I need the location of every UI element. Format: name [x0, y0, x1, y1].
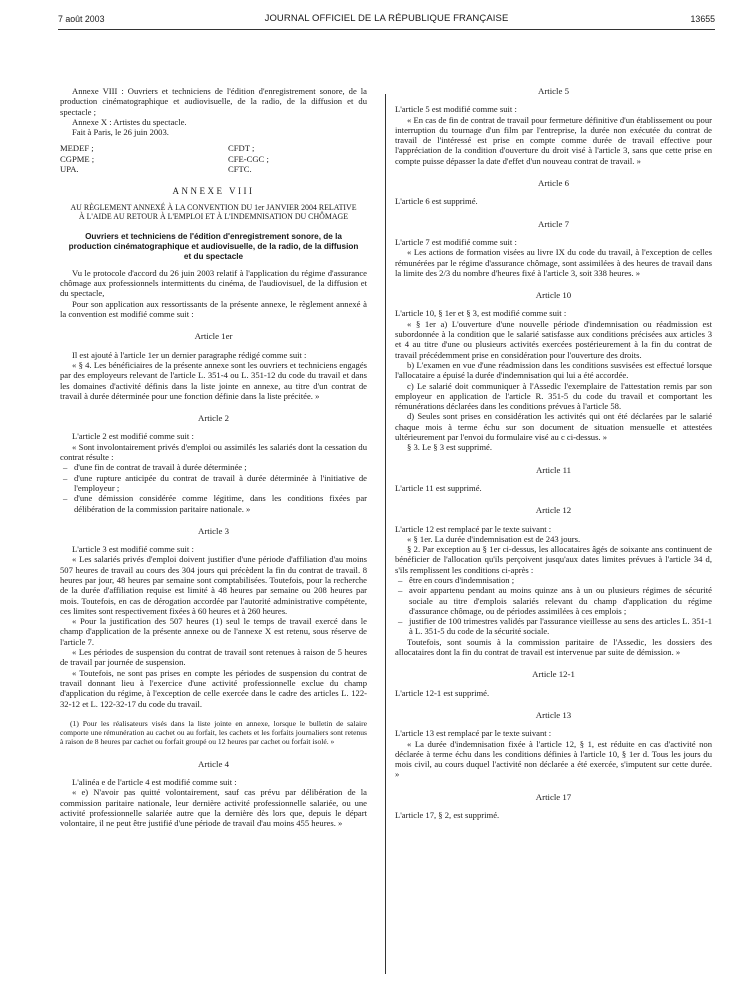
- left-column: [60, 86, 367, 829]
- paragraph: Toutefois, sont soumis à la commission paritaire de l'Assedic, les dossiers des allocataires dont la fin du contrat de travail est intervenue par suite de démission. »: [395, 636, 712, 658]
- column-divider: [385, 94, 386, 974]
- paragraph: L'article 7 est modifié comme suit :: [395, 236, 517, 247]
- annexe-title: ANNEXE VIII: [172, 186, 255, 197]
- paragraph: § 2. Par exception au § 1er ci-dessus, les allocataires âgés de soixante ans continuent de bénéficier de l'allocation qu'ils perçoivent jusqu'aux dates limites prévues à l'article 34 d, s'ils remplissent les conditions ci-après :: [395, 544, 712, 575]
- signatory: CFTC.: [228, 164, 252, 175]
- paragraph: L'article 11 est supprimé.: [395, 482, 482, 493]
- list-item: – d'une rupture anticipée du contrat de travail à durée déterminée à l'initiative de l'employeur ;: [60, 473, 367, 494]
- paragraph: L'article 17, § 2, est supprimé.: [395, 810, 500, 821]
- list-item: – d'une démission considérée comme légitime, dans les conditions fixées par délibération de la commission paritaire nationale. »: [60, 493, 367, 514]
- signatory: UPA.: [60, 164, 79, 175]
- signatory: CFDT ;: [228, 143, 255, 154]
- journal-title: JOURNAL OFFICIEL DE LA RÉPUBLIQUE FRANÇAISE: [264, 13, 509, 24]
- paragraph: L'article 5 est modifié comme suit :: [395, 104, 517, 115]
- paragraph: § 3. Le § 3 est supprimé.: [407, 442, 492, 453]
- paragraph: « § 4. Les bénéficiaires de la présente annexe sont les ouvriers et techniciens engagés par des employeurs relevant de l'article L. 351-4 ou L. 351-12 du code du travail et dans les domaines d'activité définis dans la liste jointe en annexe, au titre d'un contrat de travail à durée déterminée pour une fonction définie dans la liste précitée. »: [60, 359, 367, 401]
- list-item: – d'une fin de contrat de travail à durée déterminée ;: [60, 462, 367, 472]
- paragraph: « Sont involontairement privés d'emploi ou assimilés les salariés dont la cessation du contrat résulte :: [60, 441, 367, 463]
- article-heading: Article 12-1: [532, 669, 575, 680]
- intro-line: Fait à Paris, le 26 juin 2003.: [72, 127, 169, 138]
- paragraph: « § 1er. La durée d'indemnisation est de 243 jours.: [407, 533, 581, 544]
- page-header: [58, 12, 715, 28]
- paragraph: b) L'examen en vue d'une réadmission dans les conditions susvisées est effectué lorsque l'allocataire a épuisé la durée d'indemnisation qui lui a été accordée.: [395, 359, 712, 381]
- right-column: [395, 86, 712, 820]
- annexe-scope-title: Ouvriers et techniciens de l'édition d'enregistrement sonore, de la production cinématographique et audiovisuelle, de la radio, de la diffusion et du spectacle: [68, 231, 359, 261]
- header-rule: [58, 29, 715, 30]
- paragraph: « Les salariés privés d'emploi doivent justifier d'une période d'affiliation d'au moins 507 heures de travail au cours des 304 jours qui précèdent la fin du contrat de travail. 8 heures par jour, 48 heures par semaine sont comptabilisées. Toutefois, pour la recherche de la durée d'affiliation requise est limité à 48 heures par semaine ou 208 heures par mois. Toutefois, en cas de dérogation accordée par l'autorité administrative compétente, ces limites sont respectivement fixées à 60 heures et à 260 heures.: [60, 554, 367, 616]
- paragraph: « Pour la justification des 507 heures (1) seul le temps de travail exercé dans le champ d'application de la présente annexe ou de l'annexe X est retenu, sous réserve de l'article 7.: [60, 616, 367, 647]
- paragraph: « Les périodes de suspension du contrat de travail sont retenues à raison de 5 heures de travail par journée de suspension.: [60, 647, 367, 668]
- article-heading: Article 5: [537, 86, 570, 96]
- intro-line: Annexe X : Artistes du spectacle.: [72, 116, 187, 127]
- paragraph: L'article 2 est modifié comme suit :: [72, 431, 194, 442]
- footnote: [60, 719, 367, 747]
- paragraph: L'article 12-1 est supprimé.: [395, 687, 490, 698]
- article-heading: Article 11: [535, 464, 572, 475]
- list-item: – avoir appartenu pendant au moins quinze ans à un ou plusieurs régimes de sécurité sociale au titre d'emplois salariés relevant du champ d'application du régime d'assurance chômage, ou de périodes assimilées à ces emplois ;: [395, 585, 712, 616]
- footnote-text: (1) Pour les réalisateurs visés dans la liste jointe en annexe, lorsque le bulletin de salaire comporte une rémunération au cachet ou au forfait, les cachets et les forfaits journaliers sont retenus à raison de 8 heures par cachet ou forfait groupé ou 12 heures par cachet ou forfait isolé. »: [60, 718, 367, 747]
- dash-list: [395, 575, 712, 637]
- paragraph: « Les actions de formation visées au livre IX du code du travail, à l'exception de celles rémunérées par le régime d'assurance chômage, sont assimilées à des heures de travail dans la limite des 2/3 du nombre d'heures fixé à l'article 3, soit 338 heures. »: [395, 247, 712, 278]
- dash-list: [60, 462, 367, 513]
- paragraph: L'article 3 est modifié comme suit :: [72, 544, 194, 555]
- article-heading: Article 4: [197, 758, 230, 769]
- signatory: MEDEF ;: [60, 143, 94, 154]
- article-heading: Article 17: [535, 791, 572, 802]
- paragraph: d) Seules sont prises en considération les activités qui ont été déclarées par le salarié chaque mois à terme échu sur son document de situation mensuelle et attestées ultérieurement par l'envoi du formulaire visé au c ci-dessus. »: [395, 411, 712, 443]
- paragraph: « La durée d'indemnisation fixée à l'article 12, § 1, est réduite en cas d'activité non déclarée à terme échu dans les conditions définies à l'article 10, § 1er d. Tous les jours du mois civil, au cours duquel l'activité non déclarée a été exercée, s'imputent sur cette durée. »: [395, 738, 712, 780]
- page-number: 13655: [690, 14, 715, 24]
- paragraph: Vu le protocole d'accord du 26 juin 2003 relatif à l'application du régime d'assurance chômage aux professionnels intermittents du cinéma, de l'audiovisuel, de la diffusion et du spectacle,: [60, 267, 367, 299]
- signatory: CGPME ;: [60, 153, 95, 164]
- paragraph: Il est ajouté à l'article 1er un dernier paragraphe rédigé comme suit :: [72, 349, 307, 360]
- article-heading: Article 7: [537, 218, 570, 229]
- paragraph: « e) N'avoir pas quitté volontairement, sauf cas prévu par délibération de la commission paritaire nationale, leur dernière activité professionnelle salariée, ou une activité professionnelle salariée autre que la dernière dès lors que, depuis le départ volontaire, il ne peut être justifié d'une période de travail d'au moins 455 heures. »: [60, 787, 367, 829]
- signatory: CFE-CGC ;: [228, 153, 269, 164]
- article-heading: Article 1er: [194, 331, 233, 342]
- list-item: – justifier de 100 trimestres validés par l'assurance vieillesse au sens des articles L. 351-1 à L. 351-5 du code de la sécurité sociale.: [395, 616, 712, 637]
- paragraph: L'article 12 est remplacé par le texte suivant :: [395, 523, 552, 534]
- intro-line: Annexe VIII : Ouvriers et techniciens de l'édition d'enregistrement sonore, de la production cinématographique et audiovisuelle, de la radio, de la diffusion et du spectacle ;: [60, 86, 367, 117]
- paragraph: c) Le salarié doit communiquer à l'Assedic l'exemplaire de l'attestation remis par son employeur en application de l'article R. 351-5 du code du travail et comportant les rémunérations déclarées dans les conditions prévues à l'article 58.: [395, 380, 712, 412]
- issue-date: 7 août 2003: [58, 14, 105, 24]
- paragraph: L'article 6 est supprimé.: [395, 196, 478, 207]
- article-heading: Article 6: [537, 178, 570, 189]
- paragraph: Pour son application aux ressortissants de la présente annexe, le règlement annexé à la convention est modifié comme suit :: [60, 298, 367, 320]
- list-item: – être en cours d'indemnisation ;: [395, 575, 712, 585]
- article-heading: Article 10: [535, 290, 572, 301]
- paragraph: L'alinéa e de l'article 4 est modifié comme suit :: [72, 777, 237, 788]
- paragraph: « En cas de fin de contrat de travail pour fermeture définitive d'un établissement ou pour interruption du tournage d'un film par l'entreprise, la durée non exécutée du contrat de travail de l'intéressé est prise en compte comme durée de travail effective pour l'appréciation de la condition d'ouverture du droit visé à l'article 3, sans que cette prise en compte puisse dépasser la date d'effet d'un nouveau contrat de travail. »: [395, 114, 712, 166]
- paragraph: « Toutefois, ne sont pas prises en compte les périodes de suspension du contrat de travail donnant lieu à l'exercice d'une activité professionnelle exclue du champ d'application du régime, à l'exception de celle exercée dans le cadre des articles L. 122-32-12 et L. 122-32-17 du code du travail.: [60, 667, 367, 709]
- article-heading: Article 12: [535, 505, 572, 516]
- article-heading: Article 2: [197, 413, 230, 424]
- annexe-subtitle: AU RÈGLEMENT ANNEXÉ À LA CONVENTION DU 1er JANVIER 2004 RELATIVE À L'AIDE AU RETOUR À L'EMPLOI ET À L'INDEMNISATION DU CHÔMAGE: [70, 202, 357, 222]
- paragraph: « § 1er a) L'ouverture d'une nouvelle période d'indemnisation ou réadmission est subordonnée à la condition que le salarié satisfasse aux conditions précisées aux articles 3 et 4 au titre d'une ou plusieurs activités exercées postérieurement à la fin du contrat de travail précédemment prise en considération pour l'ouverture des droits.: [395, 318, 712, 360]
- signatories: [60, 143, 367, 174]
- paragraph: L'article 10, § 1er et § 3, est modifié comme suit :: [395, 308, 567, 319]
- article-heading: Article 13: [535, 709, 572, 720]
- paragraph: L'article 13 est remplacé par le texte suivant :: [395, 728, 552, 739]
- article-heading: Article 3: [197, 525, 230, 536]
